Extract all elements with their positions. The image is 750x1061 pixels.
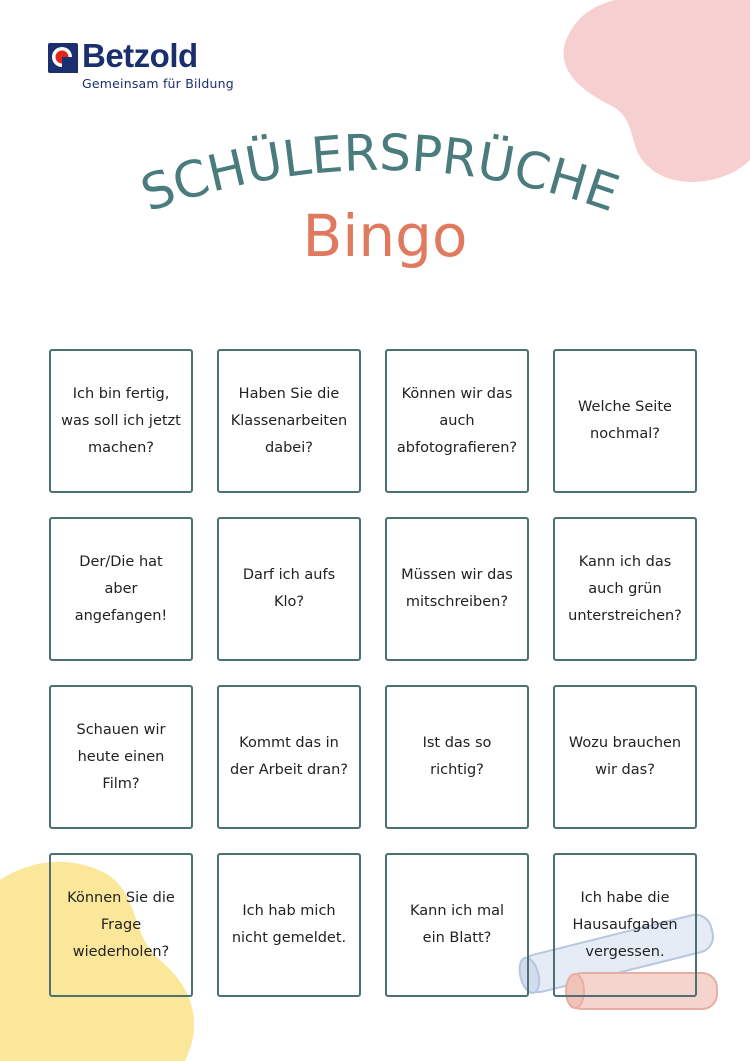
bingo-cell[interactable] bbox=[217, 517, 361, 661]
bingo-cell-text: Ich habe die Hausaufgaben vergessen. bbox=[572, 889, 678, 960]
bingo-cell-text: Ist das so richtig? bbox=[422, 735, 492, 778]
bingo-cell-text: Wozu brauchen wir das? bbox=[568, 735, 682, 778]
bingo-cell-text: Der/Die hat aber angefangen! bbox=[74, 553, 168, 624]
bingo-cell-text: Ich hab mich nicht gemeldet. bbox=[231, 903, 347, 946]
bingo-cell[interactable] bbox=[217, 853, 361, 997]
bingo-cell[interactable] bbox=[385, 517, 529, 661]
bingo-cell[interactable] bbox=[49, 517, 193, 661]
brand-name: Betzold bbox=[82, 37, 198, 74]
bingo-cell-text: Können Sie die Frage wiederholen? bbox=[67, 889, 175, 960]
bingo-cell[interactable] bbox=[553, 853, 697, 997]
bingo-cell[interactable] bbox=[217, 685, 361, 829]
bingo-cell-text: Kann ich das auch grün unterstreichen? bbox=[568, 553, 682, 624]
bingo-cell-text: Ich bin fertig, was soll ich jetzt machen? bbox=[61, 385, 181, 456]
bingo-grid bbox=[49, 349, 701, 1001]
bingo-cell-text: Haben Sie die Klassenarbeiten dabei? bbox=[230, 385, 348, 456]
bingo-cell[interactable] bbox=[385, 349, 529, 493]
brand-tagline: Gemeinsam für Bildung bbox=[82, 76, 234, 91]
page-subtitle: Bingo bbox=[302, 202, 468, 270]
bingo-cell-text: Welche Seite nochmal? bbox=[578, 399, 672, 442]
bingo-cell[interactable] bbox=[385, 685, 529, 829]
bingo-cell[interactable] bbox=[385, 853, 529, 997]
bingo-cell[interactable] bbox=[553, 685, 697, 829]
bingo-cell[interactable] bbox=[553, 349, 697, 493]
bingo-cell-text: Müssen wir das mitschreiben? bbox=[401, 567, 513, 610]
bingo-cell-text: Schauen wir heute einen Film? bbox=[76, 721, 166, 792]
bingo-cell[interactable] bbox=[49, 685, 193, 829]
bingo-cell-text: Kommt das in der Arbeit dran? bbox=[230, 735, 348, 778]
bingo-cell[interactable] bbox=[553, 517, 697, 661]
bingo-cell[interactable] bbox=[217, 349, 361, 493]
bingo-cell-text: Können wir das auch abfotografieren? bbox=[396, 385, 518, 456]
bingo-cell[interactable] bbox=[49, 349, 193, 493]
bingo-cell[interactable] bbox=[49, 853, 193, 997]
bingo-cell-text: Darf ich aufs Klo? bbox=[242, 567, 336, 610]
betzold-logo-icon bbox=[48, 43, 78, 73]
brand-logo bbox=[48, 37, 248, 95]
title-text: SCHÜLERSPRÜCHE bbox=[133, 123, 627, 224]
bingo-cell-text: Kann ich mal ein Blatt? bbox=[410, 903, 504, 946]
